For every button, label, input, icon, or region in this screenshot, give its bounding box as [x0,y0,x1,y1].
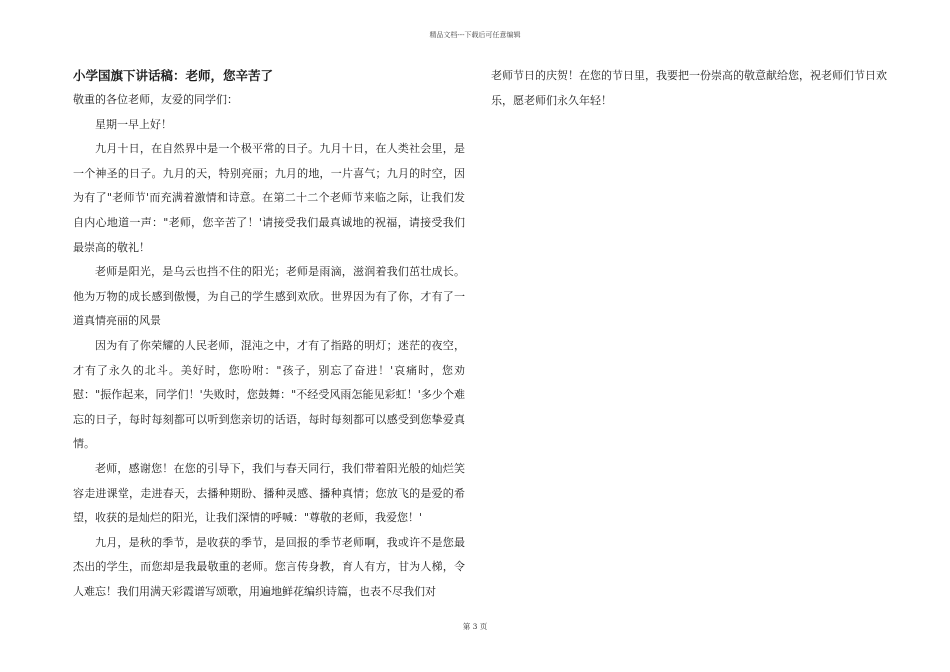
salutation: 敬重的各位老师，友爱的同学们： [73,93,238,106]
paragraph: 老师，感谢您！在您的引导下，我们与春天同行，我们带着阳光般的灿烂笑容走进课堂，走进春天，去播种期盼、播种灵感、播种真情；您放飞的是爱的希望，收获的是灿烂的阳光，让我们深情的呼喊："尊敬的老师，我爱您！' [73,461,465,525]
paragraph-continuation: 老师节日的庆贺！在您的节日里，我要把一份崇高的敬意献给您，祝老师们节日欢乐，愿老师们永久年轻！ [491,69,887,107]
right-column [491,64,887,113]
document-title: 小学国旗下讲话稿：老师，您辛苦了 [73,68,274,83]
paragraph: 九月十日，在自然界中是一个极平常的日子。九月十日，在人类社会里，是一个神圣的日子。九月的天，特别亮丽；九月的地，一片喜气；九月的时空，因为有了"老师节'而充满着激情和诗意。在第二十二个老师节来临之际，让我们发自内心地道一声："老师，您辛苦了！'请接受我们最真诚地的祝福，请接受我们最崇高的敬礼！ [73,142,465,254]
left-column [73,64,465,604]
page-header: 精品文档---下载后可任意编辑 [429,31,521,39]
paragraph: 老师是阳光，是乌云也挡不住的阳光；老师是雨滴，滋润着我们茁壮成长。他为万物的成长感到傲慢，为自己的学生感到欢欣。世界因为有了你，才有了一道真情亮丽的风景 [73,265,465,328]
paragraph-greeting: 星期一早上好！ [95,117,172,131]
paragraph: 九月，是秋的季节，是收获的季节，是回报的季节老师啊，我或许不是您最杰出的学生，而您却是我最敬重的老师。您言传身教，育人有方，甘为人梯，令人难忘！我们用满天彩霞谱写颂歌，用遍地鲜花编织诗篇，也表不尽我们对 [73,535,465,598]
page-number: 第 3 页 [462,622,488,631]
paragraph: 因为有了你荣耀的人民老师，混沌之中，才有了指路的明灯；迷茫的夜空，才有了永久的北斗。美好时，您吩咐："孩子，别忘了奋进！'哀痛时，您劝慰："振作起来，同学们！'失败时，您鼓舞："不经受风雨怎能见彩虹！'多少个难忘的日子，每时每刻都可以听到您亲切的话语，每时每刻都可以感受到您挚爱真情。 [73,338,465,451]
